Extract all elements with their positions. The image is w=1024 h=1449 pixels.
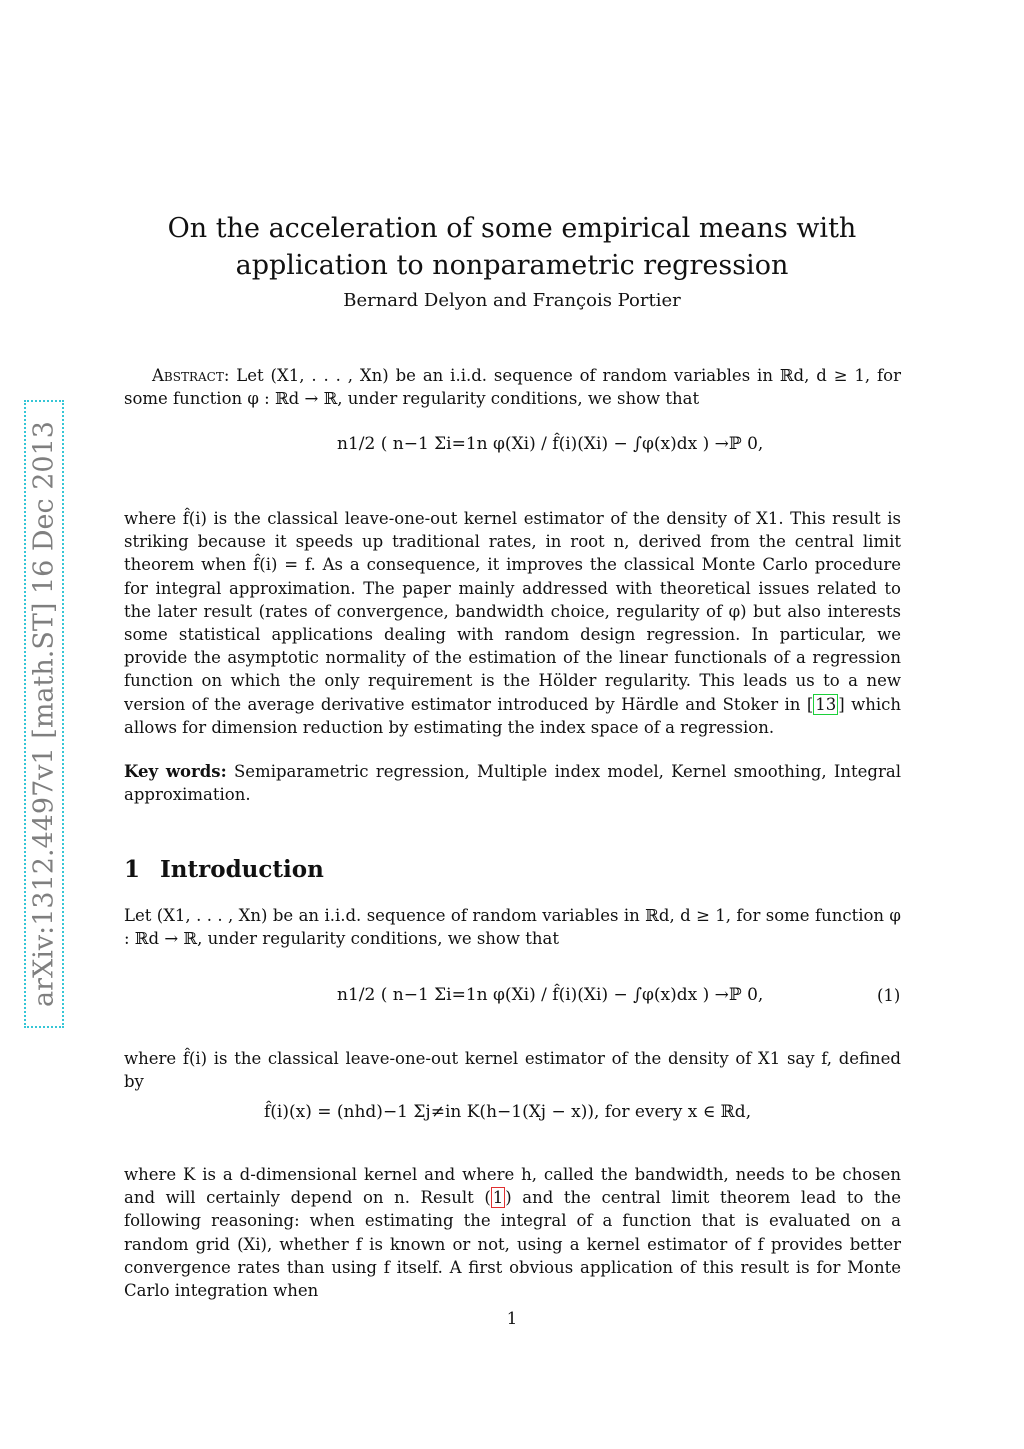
abstract-body: where f̂(i) is the classical leave-one-out kernel estimator of the density of X1. This result is striking because it speeds up traditional rates, in root n, derived from the central limit theorem when f̂(i) = f. As a consequence, it improves the classical Monte Carlo procedure for integral approximation. The paper mainly addressed with theoretical issues related to the later result (rates of convergence, bandwidth choice, regularity of φ) but also interests some statistical applications dealing with random design regression. In particular, we provide the asymptotic normality of the estimation of the linear functionals of a regression function on which the only requirement is the Hölder regularity. This leads us to a new version of the average derivative estimator introduced by Härdle and Stoker in [ 13 ] which allows for dimension reduction by estimating the index space of a regression. xyxy=(124,509,901,737)
keywords xyxy=(124,760,901,806)
intro-paragraph-1: Let (X1, . . . , Xn) be an i.i.d. sequence of random variables in ℝd, d ≥ 1, for some function φ : ℝd → ℝ, under regularity conditions, we show that xyxy=(124,906,901,949)
page-number: 1 xyxy=(506,1309,518,1328)
abstract-body-text: where f̂(i) is the classical leave-one-out kernel estimator of the density of X1. This result is striking because it speeds up traditional rates, in root n, derived from the central limit theorem when f̂(i) = f. As a consequence, it improves the classical Monte Carlo procedure for integral approximation. The paper mainly addressed with theoretical issues related to the later result (rates of convergence, bandwidth choice, regularity of φ) but also interests some statistical applications dealing with random design regression. In particular, we provide the asymptotic normality of the estimation of the linear functionals of a regression function on which the only requirement is the Hölder regularity. This leads us to a new version of the average derivative estimator introduced by Härdle and Stoker in xyxy=(124,509,901,714)
intro-p3-text: where K is a d-dimensional kernel and where h, called the bandwidth, needs to be chosen and will certainly depend on n. Result xyxy=(124,1165,901,1208)
intro-paragraph-2: where f̂(i) is the classical leave-one-out kernel estimator of the density of X1 say f, defined by xyxy=(124,1049,901,1092)
citation-link[interactable]: 13 xyxy=(815,694,837,714)
intro-p3-end: and the central limit theorem lead to the following reasoning: when estimating the integral of a function that is evaluated on a random grid (Xi), whether f is known or not, using a kernel estimator of f provides better convergence rates than using f itself. A first obvious application of this result is for Monte Carlo integration when xyxy=(124,1188,901,1301)
intro-paragraph-3: where K is a d-dimensional kernel and where h, called the bandwidth, needs to be chosen and will certainly depend on n. Result ( 1 ) and the central limit theorem lead to the following reasoning: when estimating the integral of a function that is evaluated on a random grid (Xi), whether f is known or not, using a kernel estimator of f provides better convergence rates than using f itself. A first obvious application of this result is for Monte Carlo integration when xyxy=(124,1165,901,1301)
abstract-equation: n1/2 ( n−1 Σi=1n φ(Xi) / f̂(i)(Xi) − ∫φ(x)dx ) →ℙ 0, xyxy=(337,434,764,454)
abstract-label: Abstract: xyxy=(152,366,230,385)
equation-1: n1/2 ( n−1 Σi=1n φ(Xi) / f̂(i)(Xi) − ∫φ(x)dx ) →ℙ 0, xyxy=(337,985,764,1005)
section-heading xyxy=(124,856,324,883)
keywords-label: Key words: xyxy=(124,762,227,781)
section-number: 1 xyxy=(124,856,141,883)
keywords-text: Semiparametric regression, Multiple index model, Kernel smoothing, Integral approximation. xyxy=(124,762,901,805)
abstract-intro xyxy=(124,364,901,410)
arxiv-sidebar-stamp[interactable] xyxy=(24,400,64,1028)
equation-1-number: (1) xyxy=(877,986,901,1005)
abstract-intro-text: Let (X1, . . . , Xn) be an i.i.d. sequence of random variables in ℝd, d ≥ 1, for some function φ : ℝd → ℝ, under regularity conditions, we show that xyxy=(124,366,901,409)
abstract-body-end: which allows for dimension reduction by estimating the index space of a regression. xyxy=(124,694,901,737)
arxiv-id: arXiv:1312.4497v1 [math.ST] 16 Dec 2013 xyxy=(28,421,60,1007)
paper-title: On the acceleration of some empirical means with application to nonparametric regression xyxy=(167,213,857,282)
section-title: Introduction xyxy=(160,856,324,883)
equation-kernel-estimator: f̂(i)(x) = (nhd)−1 Σj≠in K(h−1(Xj − x)), for every x ∈ ℝd, xyxy=(264,1102,752,1122)
paper-authors: Bernard Delyon and François Portier xyxy=(343,290,681,311)
equation-ref-link[interactable]: 1 xyxy=(492,1188,504,1208)
